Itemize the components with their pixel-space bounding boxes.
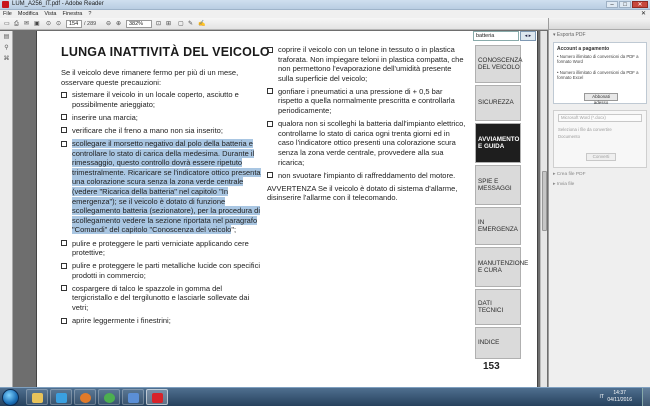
list-item: sistemare il veicolo in un locale coperto, asciutto e possibilmente arieggiato; — [61, 90, 261, 109]
minimize-button[interactable]: – — [606, 1, 618, 8]
sign-icon[interactable]: ✍ — [198, 21, 206, 27]
adobe-reader-icon — [152, 393, 163, 403]
window-title: LUM_A256_IT.pdf - Adobe Reader — [12, 1, 104, 7]
email-icon[interactable]: ✉ — [24, 21, 30, 27]
right-column — [267, 45, 467, 206]
checkbox-bullet-icon — [267, 88, 273, 94]
zoom-out-icon[interactable]: ⊖ — [106, 21, 112, 27]
previous-page-icon[interactable]: ⊙ — [46, 21, 52, 27]
tab-avviamento-e-guida[interactable]: AVVIAMENTO E GUIDA — [475, 123, 521, 163]
format-select[interactable]: Microsoft Word (*.docx) — [558, 114, 642, 122]
convert-button[interactable]: Converti — [586, 153, 616, 161]
page-total: / 289 — [84, 21, 97, 27]
taskbar-firefox-button[interactable] — [74, 389, 96, 405]
start-button[interactable] — [2, 389, 19, 406]
list-item: coprire il veicolo con un telone in tessuto o in plastica traforata. Non impiegare teloni in plastica compatta, che non permettono l'evaporazione dell'umidità presente sulla superficie del veicolo; — [267, 45, 467, 83]
tab-sicurezza[interactable]: SICUREZZA — [475, 85, 521, 121]
subscribe-button[interactable]: Abbonati adesso — [584, 93, 618, 101]
checkbox-bullet-icon — [267, 172, 273, 178]
checkbox-bullet-icon — [61, 285, 67, 291]
tab-spie-e-messaggi[interactable]: SPIE E MESSAGGI — [475, 165, 521, 205]
taskbar-explorer-button[interactable] — [26, 389, 48, 405]
list-item: verificare che il freno a mano non sia inserito; — [61, 126, 261, 136]
window-controls — [606, 1, 648, 8]
media-player-icon — [56, 393, 67, 403]
save-icon[interactable]: ▣ — [34, 21, 40, 27]
close-button[interactable]: ✕ — [632, 1, 648, 8]
warning-paragraph: AVVERTENZA Se il veicolo è dotato di sistema d'allarme, disinserire l'allarme con il telecomando. — [267, 183, 458, 203]
title-bar — [0, 0, 650, 10]
tools-pane — [548, 18, 650, 387]
create-pdf-link[interactable]: ▸ Crea file PDF — [553, 172, 586, 177]
navigation-pane — [0, 31, 13, 387]
document-viewport[interactable] — [14, 31, 547, 387]
text-selection[interactable]: scollegare il morsetto negativo dal polo della batteria e controllare lo stato di carica della medesima. Durante il rimessaggio, questo controllo dovrà essere ripetuto trimestralmente. Ricaricare se l'indicatore ottico presenta una colorazione scura senza la zona verde centrale (vedere "Ricarica della batteria" nel capitolo "In emergenza"); se il veicolo è dotato di funzione scollegamento batteria (sezionatore), per la procedura di scollegamento vedere la sezione riportata nel paragrafo "Comandi" del capitolo "Conoscenza del veicolo — [72, 139, 261, 235]
next-page-icon[interactable]: ⊙ — [56, 21, 62, 27]
folder-icon — [32, 393, 43, 403]
vertical-scrollbar[interactable] — [540, 31, 547, 387]
page-number: 153 — [483, 361, 500, 372]
close-document-icon[interactable]: ✕ — [640, 11, 646, 17]
taskbar-chrome-button[interactable] — [98, 389, 120, 405]
checkbox-bullet-icon — [61, 263, 67, 269]
bookmarks-icon[interactable]: ⌘ — [3, 56, 10, 62]
menu-vista[interactable]: Vista — [44, 11, 57, 17]
chapter-tabs — [473, 31, 532, 387]
checkbox-bullet-icon — [61, 141, 67, 147]
system-clock[interactable] — [607, 390, 632, 404]
open-icon[interactable]: ▭ — [4, 21, 10, 27]
firefox-icon — [80, 393, 91, 403]
zoom-in-icon[interactable]: ⊕ — [116, 21, 122, 27]
zoom-select[interactable]: 382% — [126, 20, 152, 28]
taskbar-media-button[interactable] — [50, 389, 72, 405]
checkbox-bullet-icon — [61, 127, 67, 133]
checkbox-bullet-icon — [267, 47, 273, 53]
send-files-link[interactable]: ▸ Invia file — [553, 182, 575, 187]
attachments-icon[interactable]: ⚲ — [4, 45, 9, 51]
warning-label: AVVERTENZA — [267, 183, 316, 193]
windows-taskbar — [0, 387, 650, 406]
checkbox-bullet-icon — [61, 318, 67, 324]
find-input[interactable]: batteria — [473, 31, 519, 41]
pdf-page — [36, 31, 538, 387]
checkbox-bullet-icon — [61, 92, 67, 98]
app-icon — [128, 393, 139, 403]
promo-line: • Numero illimitato di conversioni da PDF a formato Excel — [557, 70, 639, 80]
checkbox-bullet-icon — [267, 121, 273, 127]
tab-indice[interactable]: INDICE — [475, 327, 521, 359]
menu-modifica[interactable]: Modifica — [17, 11, 39, 17]
scrollbar-thumb[interactable] — [542, 171, 547, 231]
list-item-highlighted[interactable]: scollegare il morsetto negativo dal polo della batteria e controllare lo stato di carica della medesima. Durante il rimessaggio, questo controllo dovrà essere ripetuto trimestralmente. Ricaricare se l'indicatore ottico presenta una colorazione scura senza la zona verde centrale (vedere "Ricarica della batteria" nel capitolo "In emergenza"); se il veicolo è dotato di funzione scollegamento batteria (sezionatore), per la procedura di scollegamento vedere la sezione riportata nel paragrafo "Comandi" del capitolo "Conoscenza del veicolo"; — [61, 139, 261, 235]
document-label: Documento — [558, 134, 580, 139]
subscription-promo — [553, 42, 647, 104]
list-item: inserire una marcia; — [61, 113, 261, 123]
checkbox-bullet-icon — [61, 240, 67, 246]
tab-in-emergenza[interactable]: IN EMERGENZA — [475, 207, 521, 245]
print-icon[interactable]: ⎙ — [14, 21, 19, 27]
tab-manutenzione-e-cura[interactable]: MANUTENZIONE E CURA — [475, 247, 521, 287]
convert-panel — [553, 110, 647, 168]
tools-pane-header — [549, 18, 650, 30]
clock-date: 04/11/2016 — [607, 397, 632, 403]
convert-label: Seleziona i file da convertire — [558, 127, 612, 132]
intro-paragraph: Se il veicolo deve rimanere fermo per più di un mese, osservare queste precauzioni: — [61, 68, 239, 87]
clock-time: 14:37 — [613, 390, 626, 396]
list-item: cospargere di talco le spazzole in gomma del tergicristallo e del tergilunotto e lasciarle sollevate dai vetri; — [61, 284, 261, 313]
maximize-button[interactable]: □ — [619, 1, 631, 8]
menu-file[interactable]: File — [3, 11, 12, 17]
menu-help[interactable]: ? — [88, 11, 92, 17]
taskbar-app-button[interactable] — [122, 389, 144, 405]
checkbox-bullet-icon — [61, 114, 67, 120]
fit-width-icon[interactable]: ⊞ — [166, 21, 172, 27]
chrome-icon — [104, 393, 115, 403]
tab-conoscenza-del-veicolo[interactable]: CONOSCENZA DEL VEICOLO — [475, 45, 521, 83]
list-item: non svuotare l'impianto di raffreddamento del motore. — [267, 171, 467, 181]
taskbar-adobe-reader-button[interactable] — [146, 389, 168, 405]
menu-finestra[interactable]: Finestra — [62, 11, 83, 17]
tray-language[interactable]: IT — [599, 394, 604, 400]
tab-dati-tecnici[interactable]: DATI TECNICI — [475, 289, 521, 325]
highlight-icon[interactable]: ✎ — [188, 21, 194, 27]
comment-icon[interactable]: ▢ — [178, 21, 184, 27]
export-pdf-header[interactable]: ▾ Esporta PDF — [553, 32, 586, 38]
promo-title: Account a pagamento — [557, 46, 610, 52]
find-next-button[interactable]: ◂ ▸ — [520, 31, 536, 41]
list-item: aprire leggermente i finestrini; — [61, 316, 261, 326]
adobe-reader-icon — [2, 1, 9, 8]
page-thumbnails-icon[interactable]: ▤ — [3, 34, 10, 40]
list-item: pulire e proteggere le parti verniciate applicando cere protettive; — [61, 239, 261, 258]
show-desktop-button[interactable] — [642, 388, 650, 406]
list-item: qualora non si scolleghi la batteria dall'impianto elettrico, controllarne lo stato di carica ogni trenta giorni ed in caso l'indicatore ottico presenti una colorazione scura senza la zona verde centrale, provvedere alla sua ricarica; — [267, 119, 467, 167]
left-column — [61, 68, 261, 329]
menu-bar — [0, 10, 650, 18]
list-item: gonfiare i pneumatici a una pressione di + 0,5 bar rispetto a quella normalmente prescritta e controllarla periodicamente; — [267, 87, 467, 116]
fit-page-icon[interactable]: ⊡ — [156, 21, 162, 27]
section-title: LUNGA INATTIVITÀ DEL VEICOLO — [61, 45, 270, 59]
promo-line: • Numero illimitato di conversioni da PDF a formato Word — [557, 54, 639, 64]
page-number-input[interactable]: 154 — [66, 20, 82, 28]
list-item: pulire e proteggere le parti metalliche lucide con specifici prodotti in commercio; — [61, 261, 261, 280]
